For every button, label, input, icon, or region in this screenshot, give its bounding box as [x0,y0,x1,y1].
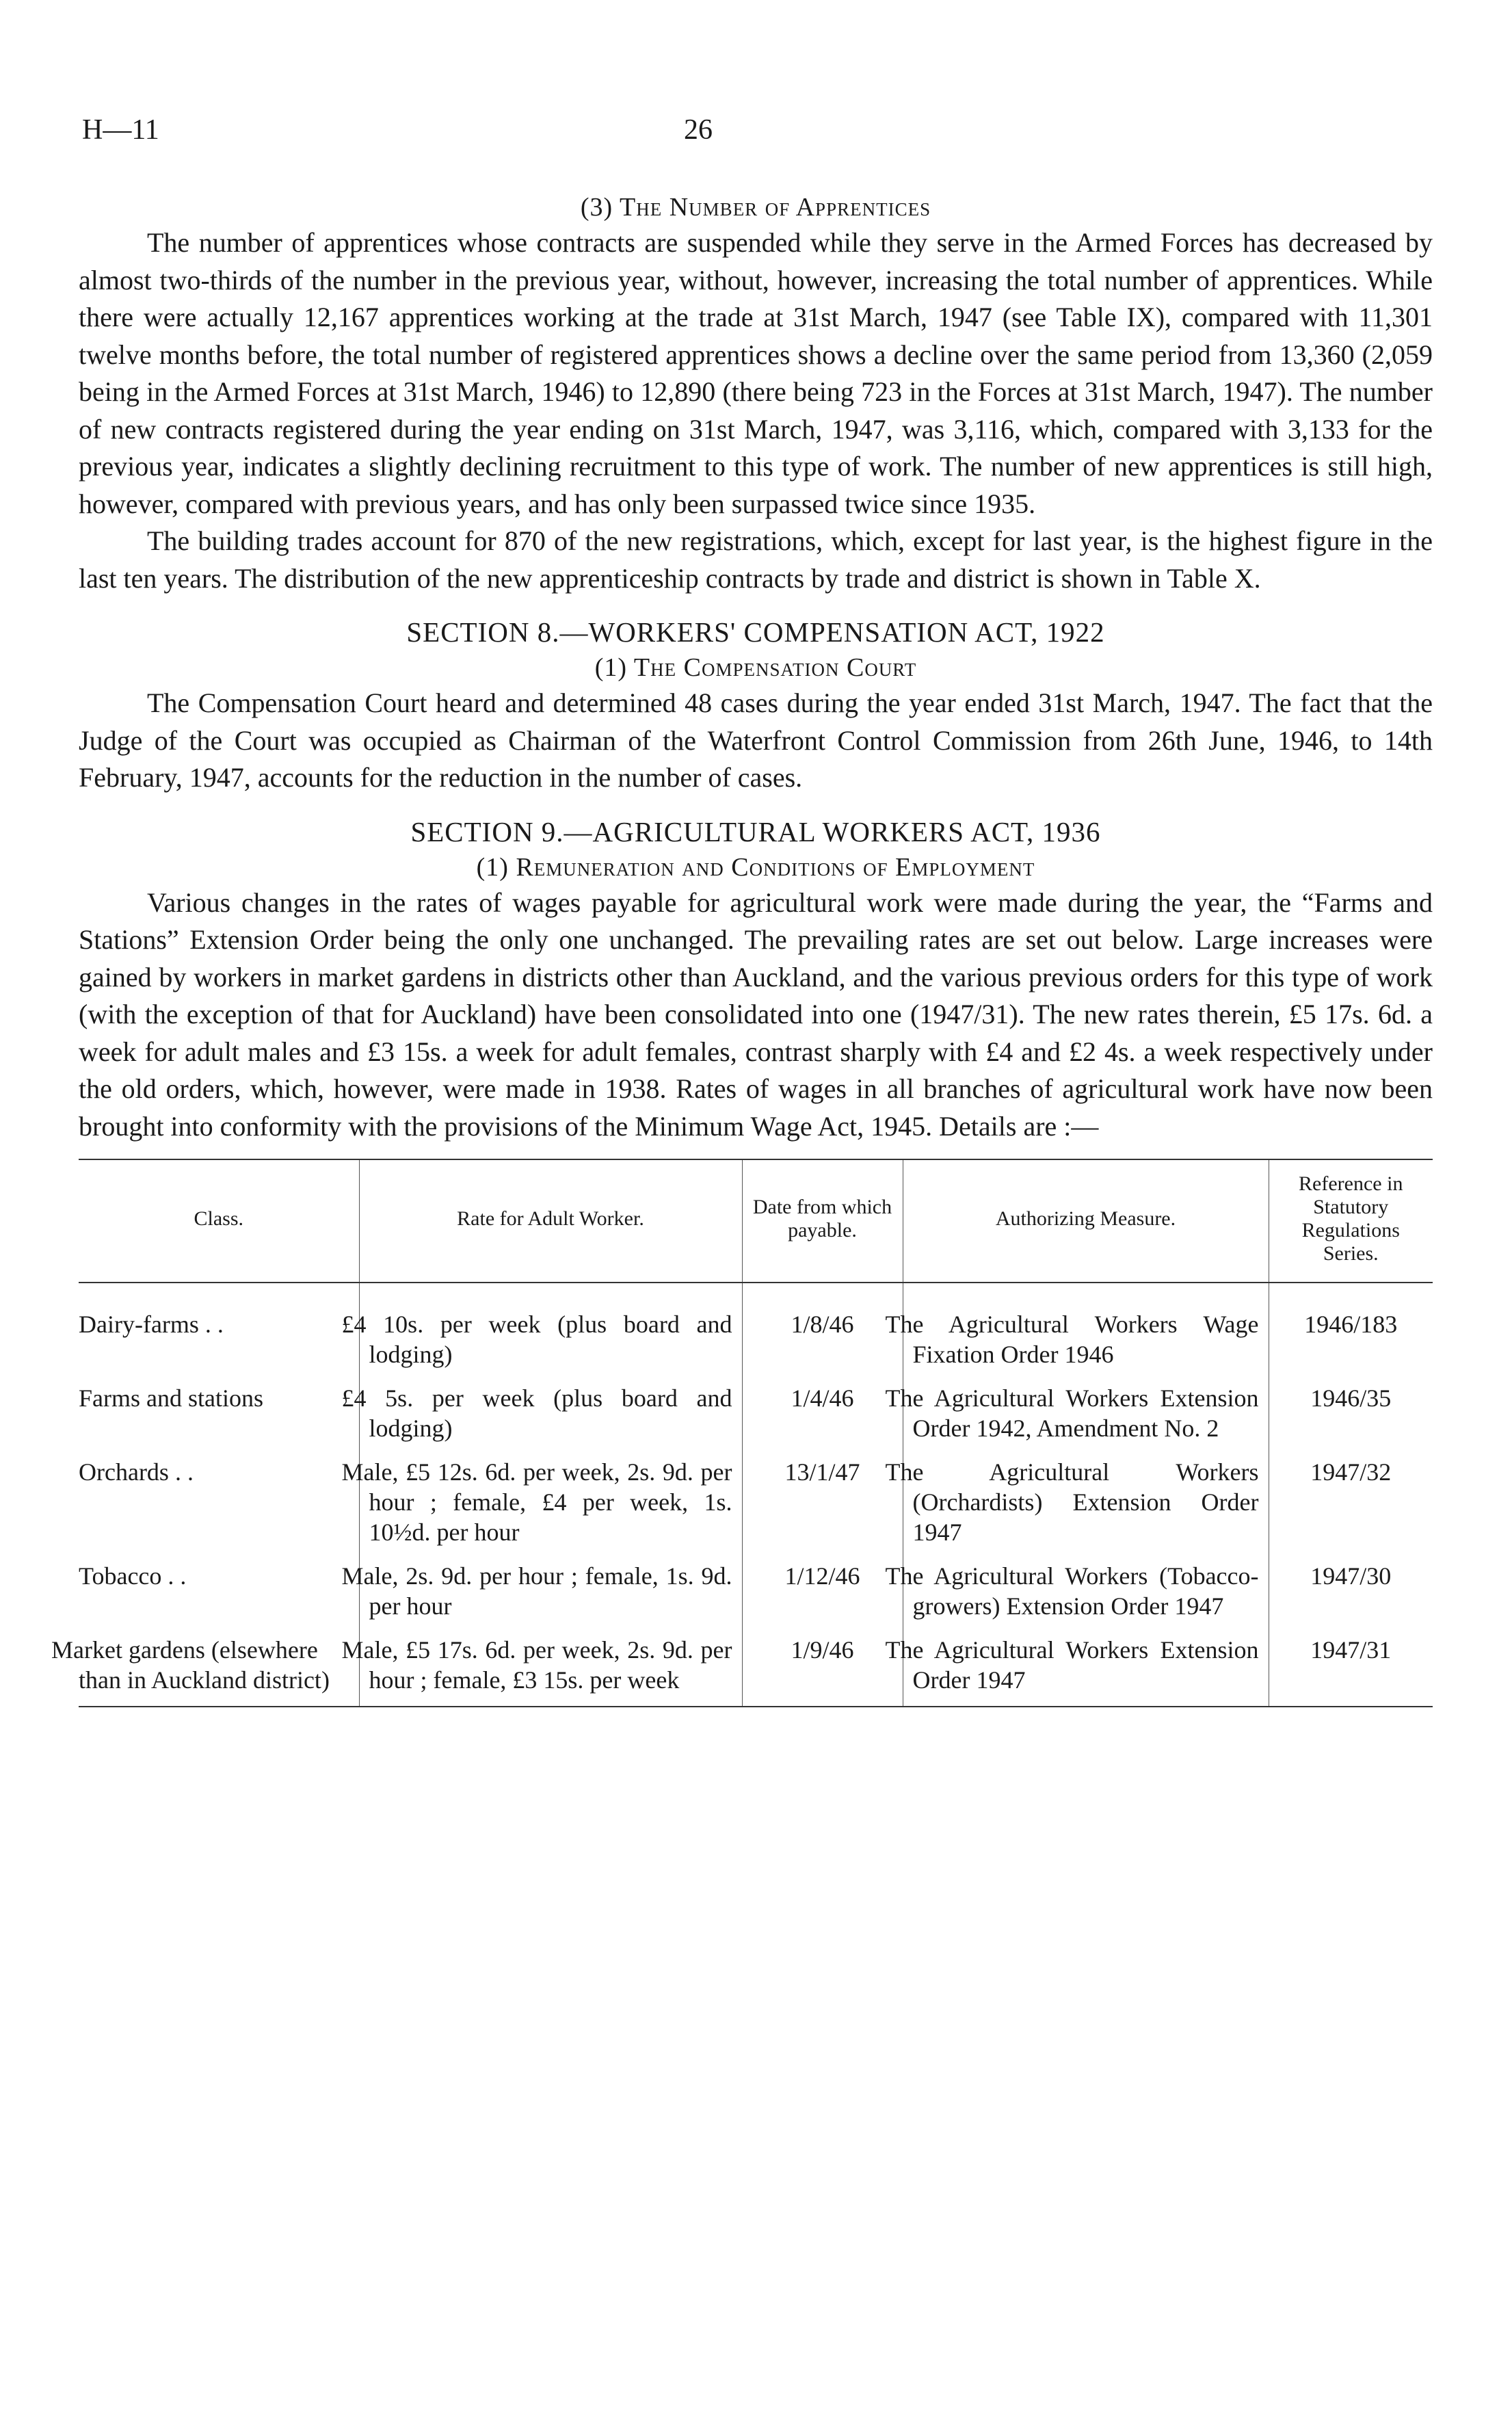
table-row [79,1632,1433,1707]
reference-cell: 1947/32 [1269,1454,1433,1558]
apprentices-heading: (3) The Number of Apprentices [580,193,931,222]
rate-cell: Male, £5 12s. 6d. per week, 2s. 9d. per hour ; female, £4 per week, 1s. 10½d. per hour [359,1454,742,1558]
measure-cell: The Agricultural Workers Extension Order 1947 [903,1632,1269,1707]
class-cell: Orchards . . [79,1458,194,1486]
section-9-heading: SECTION 9.—AGRICULTURAL WORKERS ACT, 1936 [410,815,1101,847]
page-number: 26 [684,114,713,146]
class-cell: Tobacco . . [79,1562,187,1590]
date-cell: 1/9/46 [742,1632,903,1707]
measure-cell: The Agricultural Workers Wage Fixation Order 1946 [903,1283,1269,1380]
reference-cell: 1946/35 [1269,1380,1433,1454]
column-header-measure: Authorizing Measure. [903,1159,1269,1283]
date-cell: 13/1/47 [742,1454,903,1558]
measure-cell: The Agricultural Workers Extension Order 1942, Amendment No. 2 [903,1380,1269,1454]
remuneration-paragraph: Various changes in the rates of wages payable for agricultural work were made during the year, the “Farms and Stations” Extension Order being the only one unchanged. The prevailing rates are set out below. Large increases were gained by workers in market gardens in districts other than Auckland, and the various previous orders for this type of work (with the exception of that for Auckland) have been consolidated into one (1947/31). The new rates therein, £5 17s. 6d. a week for adult males and £3 15s. a week for adult females, contrast sharply with £4 and £2 4s. a week respectively under the old orders, which, however, were made in 1938. Rates of wages in all branches of agricultural work have now been brought into conformity with the provisions of the Minimum Wage Act, 1945. Details are :— [79,886,1433,1142]
table-row [79,1558,1433,1632]
page-header [82,114,1430,155]
class-cell: Farms and stations [79,1384,263,1412]
measure-cell: The Agricultural Workers (Orchardists) Extension Order 1947 [903,1454,1269,1558]
table-row [79,1283,1433,1380]
rate-cell: Male, 2s. 9d. per hour ; female, 1s. 9d. per hour [359,1558,742,1632]
rate-cell: Male, £5 17s. 6d. per week, 2s. 9d. per hour ; female, £3 15s. per week [359,1632,742,1707]
date-cell: 1/4/46 [742,1380,903,1454]
class-cell: Dairy-farms . . [79,1311,224,1338]
document-code: H—11 [82,114,159,146]
reference-cell: 1947/31 [1269,1632,1433,1707]
class-cell: Market gardens (elsewhere than in Auckland district) [79,1632,359,1707]
column-header-rate: Rate for Adult Worker. [359,1159,742,1283]
apprentices-paragraph-1: The number of apprentices whose contracts are suspended while they serve in the Armed Forces has decreased by almost two-thirds of the number in the previous year, without, however, increasing the total number of apprentices. While there were actually 12,167 apprentices working at the trade at 31st March, 1947 (see Table IX), compared with 11,301 twelve months before, the total number of registered apprentices shows a decline over the same period from 13,360 (2,059 being in the Armed Forces at 31st March, 1946) to 12,890 (there being 723 in the Forces at 31st March, 1947). The number of new contracts registered during the year ending on 31st March, 1947, was 3,116, which, compared with 3,133 for the previous year, indicates a slightly declining recruitment to this type of work. The number of new apprentices is still high, however, compared with previous years, and has only been surpassed twice since 1935. [79,227,1433,519]
column-header-reference: Reference in Statutory Regulations Series. [1269,1159,1433,1283]
compensation-court-heading: (1) The Compensation Court [594,653,917,682]
column-header-date: Date from which payable. [742,1159,903,1283]
wage-rates-table [51,1159,1433,1707]
compensation-court-paragraph: The Compensation Court heard and determined 48 cases during the year ended 31st March, 1947. The fact that the Judge of the Court was occupied as Chairman of the Waterfront Control Commission from 26th June, 1946, to 14th February, 1947, accounts for the reduction in the number of cases. [79,687,1433,793]
date-cell: 1/12/46 [742,1558,903,1632]
remuneration-heading: (1) Remuneration and Conditions of Employment [476,852,1035,882]
measure-cell: The Agricultural Workers (Tobacco-growers) Extension Order 1947 [903,1558,1269,1632]
rate-cell: £4 10s. per week (plus board and lodging) [359,1283,742,1380]
table-row [79,1380,1433,1454]
table-header-row [79,1159,1433,1283]
date-cell: 1/8/46 [742,1283,903,1380]
apprentices-paragraph-2: The building trades account for 870 of the new registrations, which, except for last year, is the highest figure in the last ten years. The distribution of the new apprenticeship contracts by trade and district is shown in Table X. [79,525,1433,594]
section-8-heading: SECTION 8.—WORKERS' COMPENSATION ACT, 1922 [406,616,1105,648]
reference-cell: 1947/30 [1269,1558,1433,1632]
page-content [51,190,1433,1707]
table-row [79,1454,1433,1558]
reference-cell: 1946/183 [1269,1283,1433,1380]
rate-cell: £4 5s. per week (plus board and lodging) [359,1380,742,1454]
column-header-class: Class. [79,1159,359,1283]
